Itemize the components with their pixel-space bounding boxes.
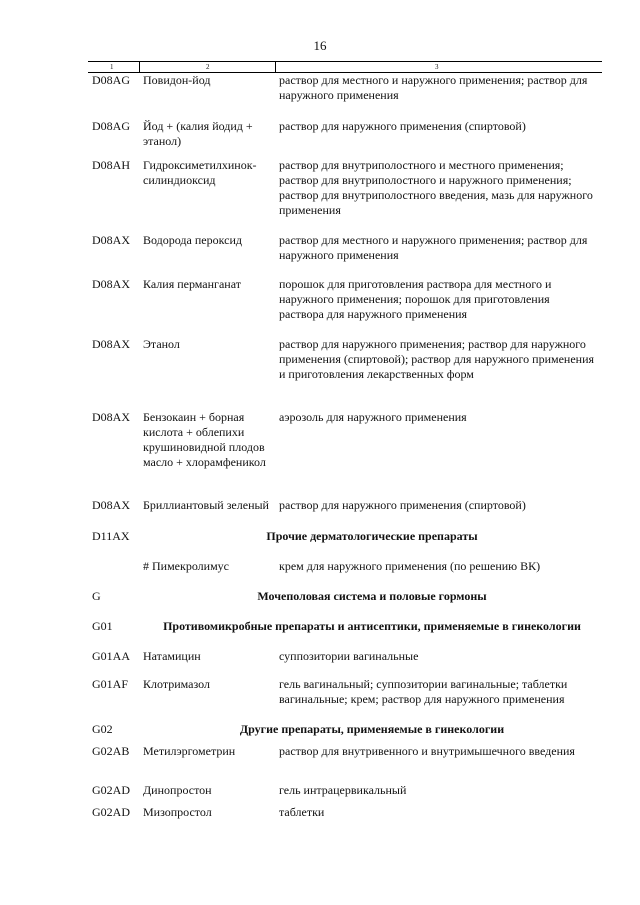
- drug-name: Бензокаин + борная кислота + облепихи крушиновидной плодов масло + хлорамфеникол: [143, 410, 266, 469]
- column-divider: [275, 62, 276, 72]
- atc-code: D11AX: [92, 529, 130, 543]
- section-title: Другие препараты, применяемые в гинекологии: [239, 722, 505, 736]
- drug-name: Мизопростол: [143, 805, 212, 819]
- section-title: Противомикробные препараты и антисептики, применяемые в гинекологии: [163, 619, 581, 633]
- drug-name: Гидроксиметилхинок-силиндиоксид: [143, 158, 257, 187]
- atc-code: D08AX: [92, 410, 130, 424]
- drug-name: Водорода пероксид: [143, 233, 242, 247]
- atc-code: G01AA: [92, 649, 130, 663]
- dosage-form: крем для наружного применения (по решению ВК): [279, 559, 541, 573]
- drug-name: Динопростон: [143, 783, 212, 797]
- dosage-form: таблетки: [279, 805, 325, 819]
- dosage-form: раствор для наружного применения (спиртовой): [279, 119, 526, 133]
- drug-name: Этанол: [143, 337, 180, 351]
- dosage-form: раствор для наружного применения (спиртовой): [279, 498, 526, 512]
- dosage-form: раствор для наружного применения; раствор для наружного применения (спиртовой); раствор для наружного применения и приготовления лекарственных форм: [279, 337, 595, 381]
- drug-name: Повидон-йод: [143, 73, 211, 87]
- dosage-form: суппозитории вагинальные: [279, 649, 419, 663]
- drug-name: Бриллиантовый зеленый: [143, 498, 269, 512]
- dosage-form: порошок для приготовления раствора для местного и наружного применения; порошок для приготовления раствора для наружного применения: [279, 277, 552, 321]
- section-title: Мочеполовая система и половые гормоны: [257, 589, 487, 603]
- drug-name: Клотримазол: [143, 677, 210, 691]
- atc-code: D08AX: [92, 337, 130, 351]
- atc-code: G: [92, 589, 101, 603]
- atc-code: D08AG: [92, 73, 130, 87]
- dosage-form: аэрозоль для наружного применения: [279, 410, 467, 424]
- dosage-form: гель вагинальный; суппозитории вагинальные; таблетки вагинальные; крем; раствор для наружного применения: [279, 677, 568, 706]
- dosage-form: раствор для внутриполостного и местного применения; раствор для внутриполостного и наружного применения; раствор для внутриполостного введения, мазь для наружного применения: [279, 158, 593, 217]
- dosage-form: гель интрацервикальный: [279, 783, 407, 797]
- drug-name: Метилэргометрин: [143, 744, 236, 758]
- atc-code: D08AH: [92, 158, 130, 172]
- drug-name: Натамицин: [143, 649, 201, 663]
- column-2-header: 2: [206, 63, 210, 71]
- section-title: Прочие дерматологические препараты: [266, 529, 478, 543]
- atc-code: D08AG: [92, 119, 130, 133]
- column-1-header: 1: [110, 63, 114, 71]
- column-3-header: 3: [435, 63, 439, 71]
- atc-code: G01AF: [92, 677, 129, 691]
- dosage-form: раствор для местного и наружного применения; раствор для наружного применения: [279, 233, 588, 262]
- atc-code: G02AB: [92, 744, 130, 758]
- drug-name: Йод + (калия йодид + этанол): [143, 119, 253, 148]
- page-number: 16: [313, 38, 327, 53]
- atc-code: D08AX: [92, 498, 130, 512]
- column-divider: [139, 62, 140, 72]
- table-header: [88, 61, 602, 73]
- atc-code: G02: [92, 722, 113, 736]
- atc-code: G01: [92, 619, 113, 633]
- atc-code: G02AD: [92, 783, 130, 797]
- drug-name: Калия перманганат: [143, 277, 241, 291]
- dosage-form: раствор для внутривенного и внутримышечного введения: [279, 744, 575, 758]
- drug-name: # Пимекролимус: [143, 559, 230, 573]
- dosage-form: раствор для местного и наружного применения; раствор для наружного применения: [279, 73, 588, 102]
- atc-code: D08AX: [92, 233, 130, 247]
- atc-code: D08AX: [92, 277, 130, 291]
- atc-code: G02AD: [92, 805, 130, 819]
